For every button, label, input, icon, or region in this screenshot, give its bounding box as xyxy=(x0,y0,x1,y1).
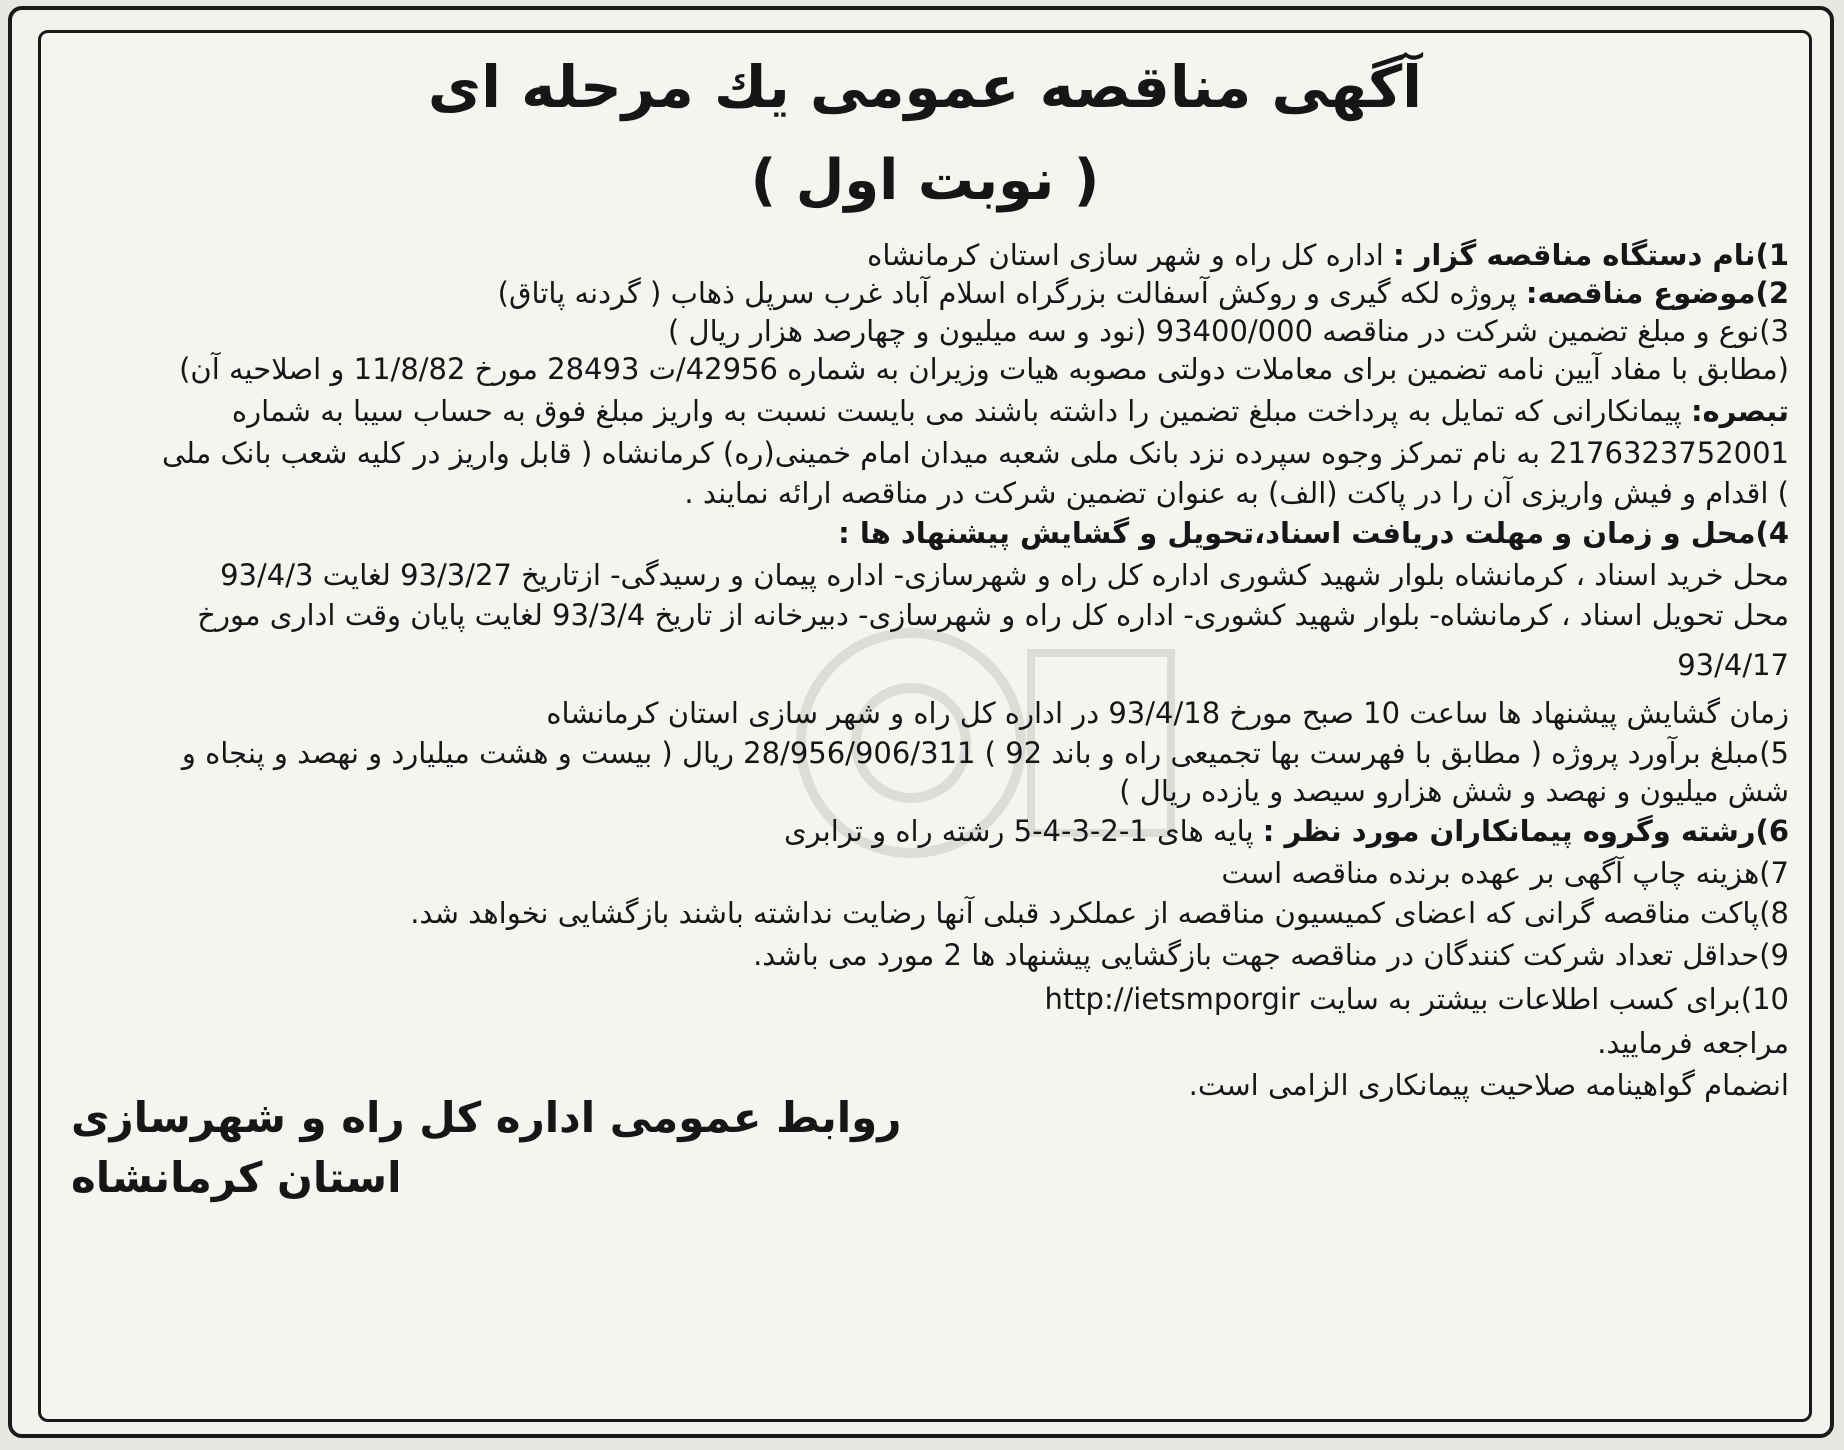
item-6: 6)رشته وگروه پیمانکاران مورد نظر : پایه های 1-2-3-4-5 رشته راه و ترابری xyxy=(783,814,1789,848)
item-7: 7)هزینه چاپ آگهی بر عهده برنده مناقصه است xyxy=(1221,856,1789,890)
item-1: 1)نام دستگاه مناقصه گزار : اداره کل راه و شهر سازی استان کرمانشاه xyxy=(867,238,1789,272)
item-5-words: شش میلیون و نهصد و شش هزارو سیصد و یازده ریال ) xyxy=(1119,774,1789,808)
notice-subtitle: ( نوبت اول ) xyxy=(750,148,1100,213)
item-8: 8)پاکت مناقصه گرانی که اعضای کمیسیون مناقصه از عملکرد قبلی آنها رضایت نداشته باشند بازگشایی نخواهد شد. xyxy=(410,896,1789,930)
item-10-continued: مراجعه فرمایید. xyxy=(1597,1026,1789,1060)
item-4-opening: زمان گشایش پیشنهاد ها ساعت 10 صبح مورخ 93/4/18 در اداره کل راه و شهر سازی استان کرمانشاه xyxy=(546,696,1789,730)
signature-line-1: روابط عمومی اداره کل راه و شهرسازی xyxy=(71,1093,902,1142)
item-4-delivery: محل تحویل اسناد ، کرمانشاه- بلوار شهید کشوری- اداره کل راه و شهرسازی- دبیرخانه از تاریخ 93/3/4 لغایت پایان وقت اداری مورخ xyxy=(197,598,1789,632)
notice-title: آگهی مناقصه عمومی یك مرحله ای xyxy=(427,53,1423,121)
signature-line-2: استان کرمانشاه xyxy=(71,1153,402,1202)
item-4-purchase: محل خرید اسناد ، کرمانشاه بلوار شهید کشوری اداره کل راه و شهرسازی- اداره پیمان و رسیدگی- ازتاریخ 93/3/27 لغایت 93/4/3 xyxy=(220,558,1789,592)
item-2: 2)موضوع مناقصه: پروژه لکه گیری و روکش آسفالت بزرگراه اسلام آباد غرب سرپل ذهاب ( گردنه پاتاق) xyxy=(497,276,1789,310)
item-4-delivery-date: 93/4/17 xyxy=(1677,648,1789,682)
note-line-2: 2176323752001 به نام تمرکز وجوه سپرده نزد بانک ملی شعبه میدان امام خمینی(ره) کرمانشاه ( قابل واریز در کلیه شعب بانک ملی xyxy=(161,436,1789,470)
item-4-heading: 4)محل و زمان و مهلت دریافت اسناد،تحویل و گشایش پیشنهاد ها : xyxy=(838,516,1789,550)
website-link[interactable]: http://ietsmporgir xyxy=(1044,982,1300,1016)
note-line-1: تبصره: پیمانکارانی که تمایل به پرداخت مبلغ تضمین را داشته باشند می بایست نسبت به واریز مبلغ فوق به حساب سیبا به شماره xyxy=(231,394,1789,428)
item-5: 5)مبلغ برآورد پروژه ( مطابق با فهرست بها تجمیعی راه و باند 92 ) 28/956/906/311 ریال ( بیست و هشت میلیارد و نهصد و پنجاه و xyxy=(181,736,1789,770)
item-9: 9)حداقل تعداد شرکت کنندگان در مناقصه جهت بازگشایی پیشنهاد ها 2 مورد می باشد. xyxy=(753,938,1789,972)
note-line-3: ) اقدام و فیش واریزی آن را در پاکت (الف) به عنوان تضمین شرکت در مناقصه ارائه نمایند . xyxy=(684,476,1789,510)
item-10: 10)برای کسب اطلاعات بیشتر به سایت http://ietsmporgir xyxy=(1044,982,1789,1016)
item-3: 3)نوع و مبلغ تضمین شرکت در مناقصه 93400/000 (نود و سه میلیون و چهارصد هزار ریال ) xyxy=(667,314,1789,348)
notice-inner-frame xyxy=(38,30,1812,1422)
notice-outer-frame xyxy=(8,6,1834,1438)
item-3-regulation: (مطابق با مفاد آیین نامه تضمین برای معاملات دولتی مصوبه هیات وزیران به شماره 42956/ت 28493 مورخ 11/8/82 و اصلاحیه آن) xyxy=(179,352,1789,386)
certificate-note: انضمام گواهینامه صلاحیت پیمانکاری الزامی است. xyxy=(1188,1068,1789,1102)
